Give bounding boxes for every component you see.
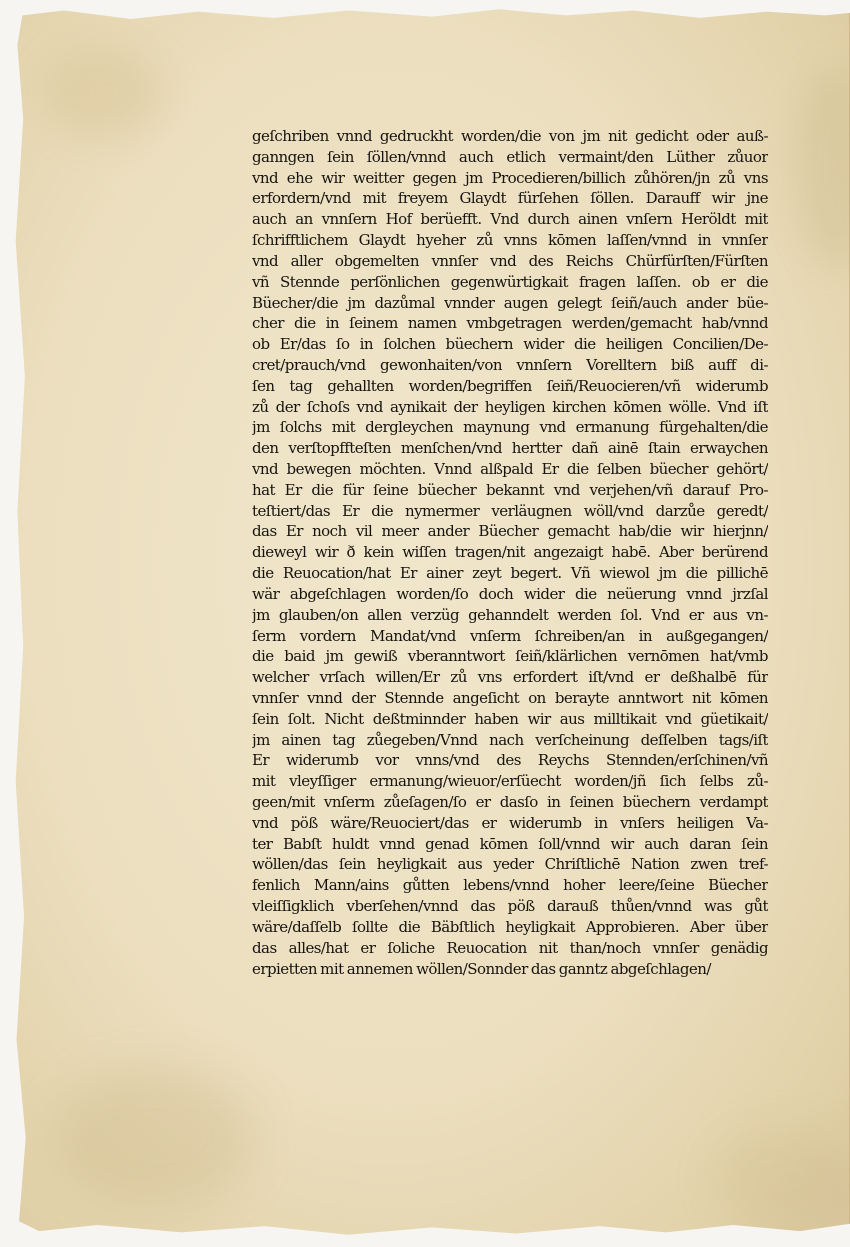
text-line: die Reuocation/hat Er ainer zeyt begert. Vñ wiewol jm die pillichē [252, 564, 768, 583]
text-line: vnd aller obgemelten vnnſer vnd des Reichs Chürfürſten/Fürſten [252, 251, 768, 270]
text-line: ſchrifftlichem Glaydt hyeher zů vnns kōmen laſſen/vnnd in vnnſer [252, 231, 768, 250]
text-line: teſtiert/das Er die nymermer verläugnen wöll/vnd darzůe geredt/ [252, 501, 768, 520]
text-line: das alles/hat er ſoliche Reuocation nit than/noch vnnſer genädig [252, 938, 768, 957]
paper-stain [54, 1068, 254, 1208]
text-line: zů der ſchoſs vnd aynikait der heyligen kirchen kōmen wölle. Vnd iſt [252, 397, 768, 416]
text-line: vnd ehe wir weitter gegen jm Procedieren/billich zůhören/jn zů vns [252, 168, 768, 187]
text-line: ter Babſt huldt vnnd genad kōmen ſoll/vnnd wir auch daran ſein [252, 834, 768, 853]
text-line: jm ſolchs mit dergleychen maynung vnd ermanung fürgehalten/die [252, 418, 768, 437]
text-line: vnnſer vnnd der Stennde angeſicht on berayte anntwort nit kōmen [252, 688, 768, 707]
text-line: wär abgeſchlagen worden/ſo doch wider die neüerung vnnd jrzſal [252, 584, 768, 603]
text-line: wäre/daſſelb ſollte die Bäbſtlich heyligkait Approbieren. Aber über [252, 917, 768, 936]
text-line: ſein ſolt. Nicht deßtminnder haben wir aus milltikait vnd güetikait/ [252, 709, 768, 728]
text-line: dieweyl wir ð kein wiſſen tragen/nit angezaigt habē. Aber berürend [252, 543, 768, 562]
text-line: mit vleyſſiger ermanung/wieuor/erſüecht worden/jñ ſich ſelbs zů- [252, 772, 768, 791]
text-line: Er widerumb vor vnns/vnd des Reychs Stennden/erſchinen/vñ [252, 751, 768, 770]
text-line: vnd pöß wäre/Reuociert/das er widerumb in vnſers heiligen Va- [252, 813, 768, 832]
text-line: erfordern/vnd mit freyem Glaydt fürſehen ſöllen. Darauff wir jne [252, 189, 768, 208]
text-line: vñ Stennde perſönlichen gegenwürtigkait fragen laſſen. ob er die [252, 272, 768, 291]
text-line: vleiſſigklich vberſehen/vnnd das pöß darauß thůen/vnnd was gůt [252, 897, 768, 916]
text-line: erpietten mit annemen wöllen/Sonnder das ganntz abgeſchlagen/ [252, 959, 711, 978]
text-line: auch an vnnſern Hof berüefft. Vnd durch ainen vnſern Heröldt mit [252, 210, 768, 229]
printed-text-block [252, 126, 768, 979]
text-line: den verſtopffteſten menſchen/vnd hertter dañ ainē ſtain erwaychen [252, 439, 768, 458]
text-line: jm glauben/on allen verzüg gehanndelt werden ſol. Vnd er aus vn- [252, 605, 768, 624]
text-line: ſen tag gehallten worden/begriffen ſeiñ/Reuocieren/vñ widerumb [252, 376, 768, 395]
text-line: Büecher/die jm dazůmal vnnder augen gelegt ſeiñ/auch ander büe- [252, 293, 768, 312]
text-line: ob Er/das ſo in ſolchen büechern wider die heiligen Concilien/De- [252, 335, 768, 354]
paper-stain [794, 68, 850, 268]
text-line: ſerm vordern Mandat/vnd vnſerm ſchreiben/an in außgegangen/ [252, 626, 768, 645]
text-line: geſchriben vnnd gedruckht worden/die von jm nit gedicht oder auß- [252, 127, 768, 145]
text-line: vnd bewegen möchten. Vnnd alßpald Er die ſelben büecher gehört/ [252, 460, 768, 478]
paper-stain [44, 48, 164, 138]
text-line: welcher vrſach willen/Er zů vns erfordert iſt/vnd er deßhalbē für [252, 668, 768, 687]
text-line: geen/mit vnſerm zůeſagen/ſo er dasſo in ſeinen büechern verdampt [252, 793, 768, 811]
text-line: fenlich Mann/ains gůtten lebens/vnnd hoher leere/ſeine Büecher [252, 876, 768, 895]
text-line: das Er noch vil meer ander Büecher gemacht hab/die wir hierjnn/ [252, 522, 768, 541]
text-line: wöllen/das ſein heyligkait aus yeder Chriſtlichē Nation zwen tref- [252, 855, 768, 874]
text-line: hat Er die für ſeine büecher bekannt vnd verjehen/vñ darauf Pro- [252, 480, 768, 499]
text-line: cher die in ſeinem namen vmbgetragen werden/gemacht hab/vnnd [252, 314, 768, 333]
text-line: cret/prauch/vnd gewonhaiten/von vnnſern Vorelltern biß auff di- [252, 355, 768, 374]
text-line: die baid jm gewiß vberanntwort ſeiñ/klärlichen vernōmen hat/vmb [252, 647, 768, 666]
text-line: jm ainen tag zůegeben/Vnnd nach verſcheinung deſſelben tags/iſt [252, 730, 768, 749]
paper-stain [714, 1128, 850, 1228]
text-line: ganngen ſein ſöllen/vnnd auch etlich vermaint/den Lüther zůuor [252, 147, 768, 166]
